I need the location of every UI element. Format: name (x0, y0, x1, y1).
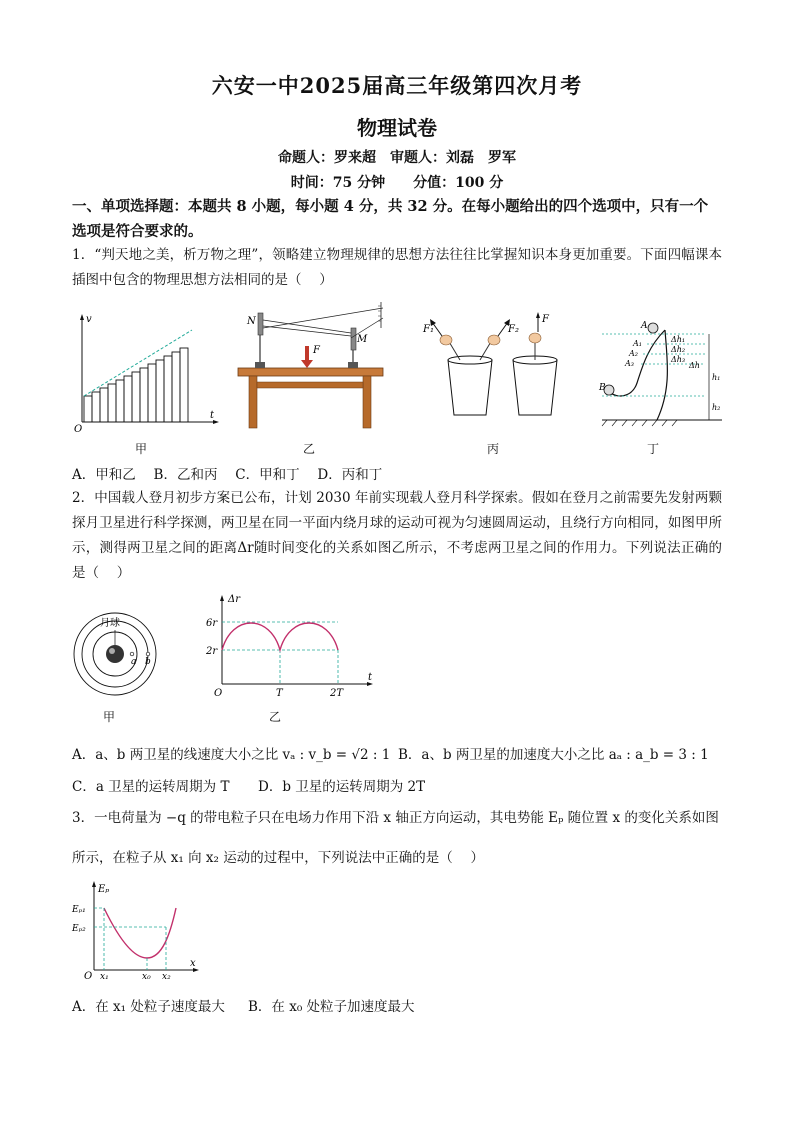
delta-r-curve (222, 623, 338, 650)
subject-title: 物理试卷 (357, 116, 437, 140)
force-f1-label: F₁ (423, 324, 434, 335)
question-1-stem: 1．“判天地之美，析万物之理”，领略建立物理规律的思想方法往往比掌握知识本身更加重要。下面四幅课本插图中包含的物理思想方法相同的是（ ） (72, 247, 722, 288)
figure-ding-curve (597, 318, 727, 428)
tick-2r: 2r (206, 646, 218, 657)
question-3-stem-line1: 3．一电荷量为 −q 的带电粒子只在电场力作用下沿 x 轴正方向运动，其电势能 Eₚ 随位置 x 的变化关系如图 (72, 810, 719, 826)
delta-r-chart (202, 592, 377, 702)
tick-x0: x₀ (142, 972, 151, 982)
question-2-option-c: C．a 卫星的运转周期为 T (72, 779, 230, 795)
delta-h2-label: Δh₂ (671, 345, 686, 354)
tick-x2: x₂ (162, 972, 171, 982)
tick-origin: O (84, 971, 93, 982)
delta-h3-label: Δh₃ (671, 355, 686, 364)
moon-label: 月球 (100, 618, 120, 629)
force-f-label: F (542, 314, 549, 325)
tick-ep1: Eₚ₁ (72, 905, 86, 915)
axis-dr-label: Δr (228, 594, 241, 605)
fig-label-yi: 乙 (303, 442, 316, 456)
origin-label: O (74, 424, 83, 435)
figure-orbits (72, 612, 162, 707)
point-a1-label: A₁ (633, 339, 642, 348)
point-a2-label: A₂ (629, 349, 638, 358)
force-f-label: F (313, 345, 320, 356)
ep-x-chart (72, 880, 202, 980)
delta-h-label: Δh (689, 361, 700, 370)
point-a3-label: A₃ (625, 359, 634, 368)
satellite-b-label: b (145, 657, 151, 667)
question-3-option-b: B．在 x₀ 处粒子加速度最大 (248, 999, 415, 1015)
tick-6r: 6r (206, 618, 218, 629)
exam-title: 六安一中2025届高三年级第四次月考 (211, 73, 583, 98)
chart-y-arrow (220, 595, 224, 601)
fig-label-bing: 丙 (487, 442, 500, 456)
question-3-stem-line2: 所示，在粒子从 x₁ 向 x₂ 运动的过程中，下列说法中正确的是（ ） (72, 850, 485, 866)
fig-label-ding: 丁 (647, 442, 660, 456)
authors-line: 命题人：罗来超 审题人：刘磊 罗军 (278, 150, 516, 166)
axis-t-label: t (210, 410, 215, 421)
tick-2t: 2T (330, 688, 344, 699)
axis-x-label: x (190, 958, 196, 969)
question-1-options: A．甲和乙 B．乙和丙 C．甲和丁 D．丙和丁 (72, 467, 383, 483)
tick-x1: x₁ (100, 972, 109, 982)
section-1-heading: 一、单项选择题：本题共 8 小题，每小题 4 分，共 32 分。在每小题给出的四个选项中，只有一个选项是符合要求的。 (72, 198, 709, 240)
point-a-label: A (641, 321, 648, 331)
time-score-line: 时间：75 分钟 分值：100 分 (290, 175, 504, 191)
question-2-option-d: D．b 卫星的运转周期为 2T (258, 779, 426, 795)
tick-ep2: Eₚ₂ (72, 924, 86, 934)
fig-label-jia-2: 甲 (103, 710, 116, 724)
question-2-option-a: A．a、b 两卫星的线速度大小之比 vₐ : v_b = √2 : 1 (72, 747, 391, 763)
fig-label-jia: 甲 (135, 442, 148, 456)
figure-jia-vt (72, 310, 222, 435)
axis-ep-label: Eₚ (98, 884, 110, 895)
figure-bing-buckets (420, 310, 570, 425)
tick-o: O (214, 688, 223, 699)
question-2-option-b: B．a、b 两卫星的加速度大小之比 aₐ : a_b = 3 : 1 (398, 747, 709, 763)
h2-label: h₂ (712, 403, 721, 412)
delta-h1-label: Δh₁ (671, 335, 686, 344)
fig-label-yi-2: 乙 (269, 710, 282, 724)
question-2-stem: 2．中国载人登月初步方案已公布，计划 2030 年前实现载人登月科学探索。假如在登月之前需要先发射两颗探月卫星进行科学探测，两卫星在同一平面内绕月球的运动可视为匀速圆周运动，且绕行方向相同，如图甲所示，测得两卫星之间的距离Δr随时间变化的关系如图乙所示，不考虑两卫星之间的作用力。下列说法正确的是（ ） (72, 490, 722, 581)
h1-label: h₁ (712, 373, 721, 382)
axis-t-label: t (368, 672, 373, 683)
satellite-a-label: a (131, 657, 137, 667)
force-f2-label: F₂ (508, 324, 519, 335)
tick-t: T (276, 688, 283, 699)
axis-v-label: v (86, 314, 92, 325)
point-b-label: B (599, 383, 606, 393)
figure-yi-table-mirrors (233, 298, 393, 433)
mirror-n-label: N (247, 316, 256, 327)
question-3-option-a: A．在 x₁ 处粒子速度最大 (72, 999, 225, 1015)
mirror-m-label: M (357, 334, 368, 345)
